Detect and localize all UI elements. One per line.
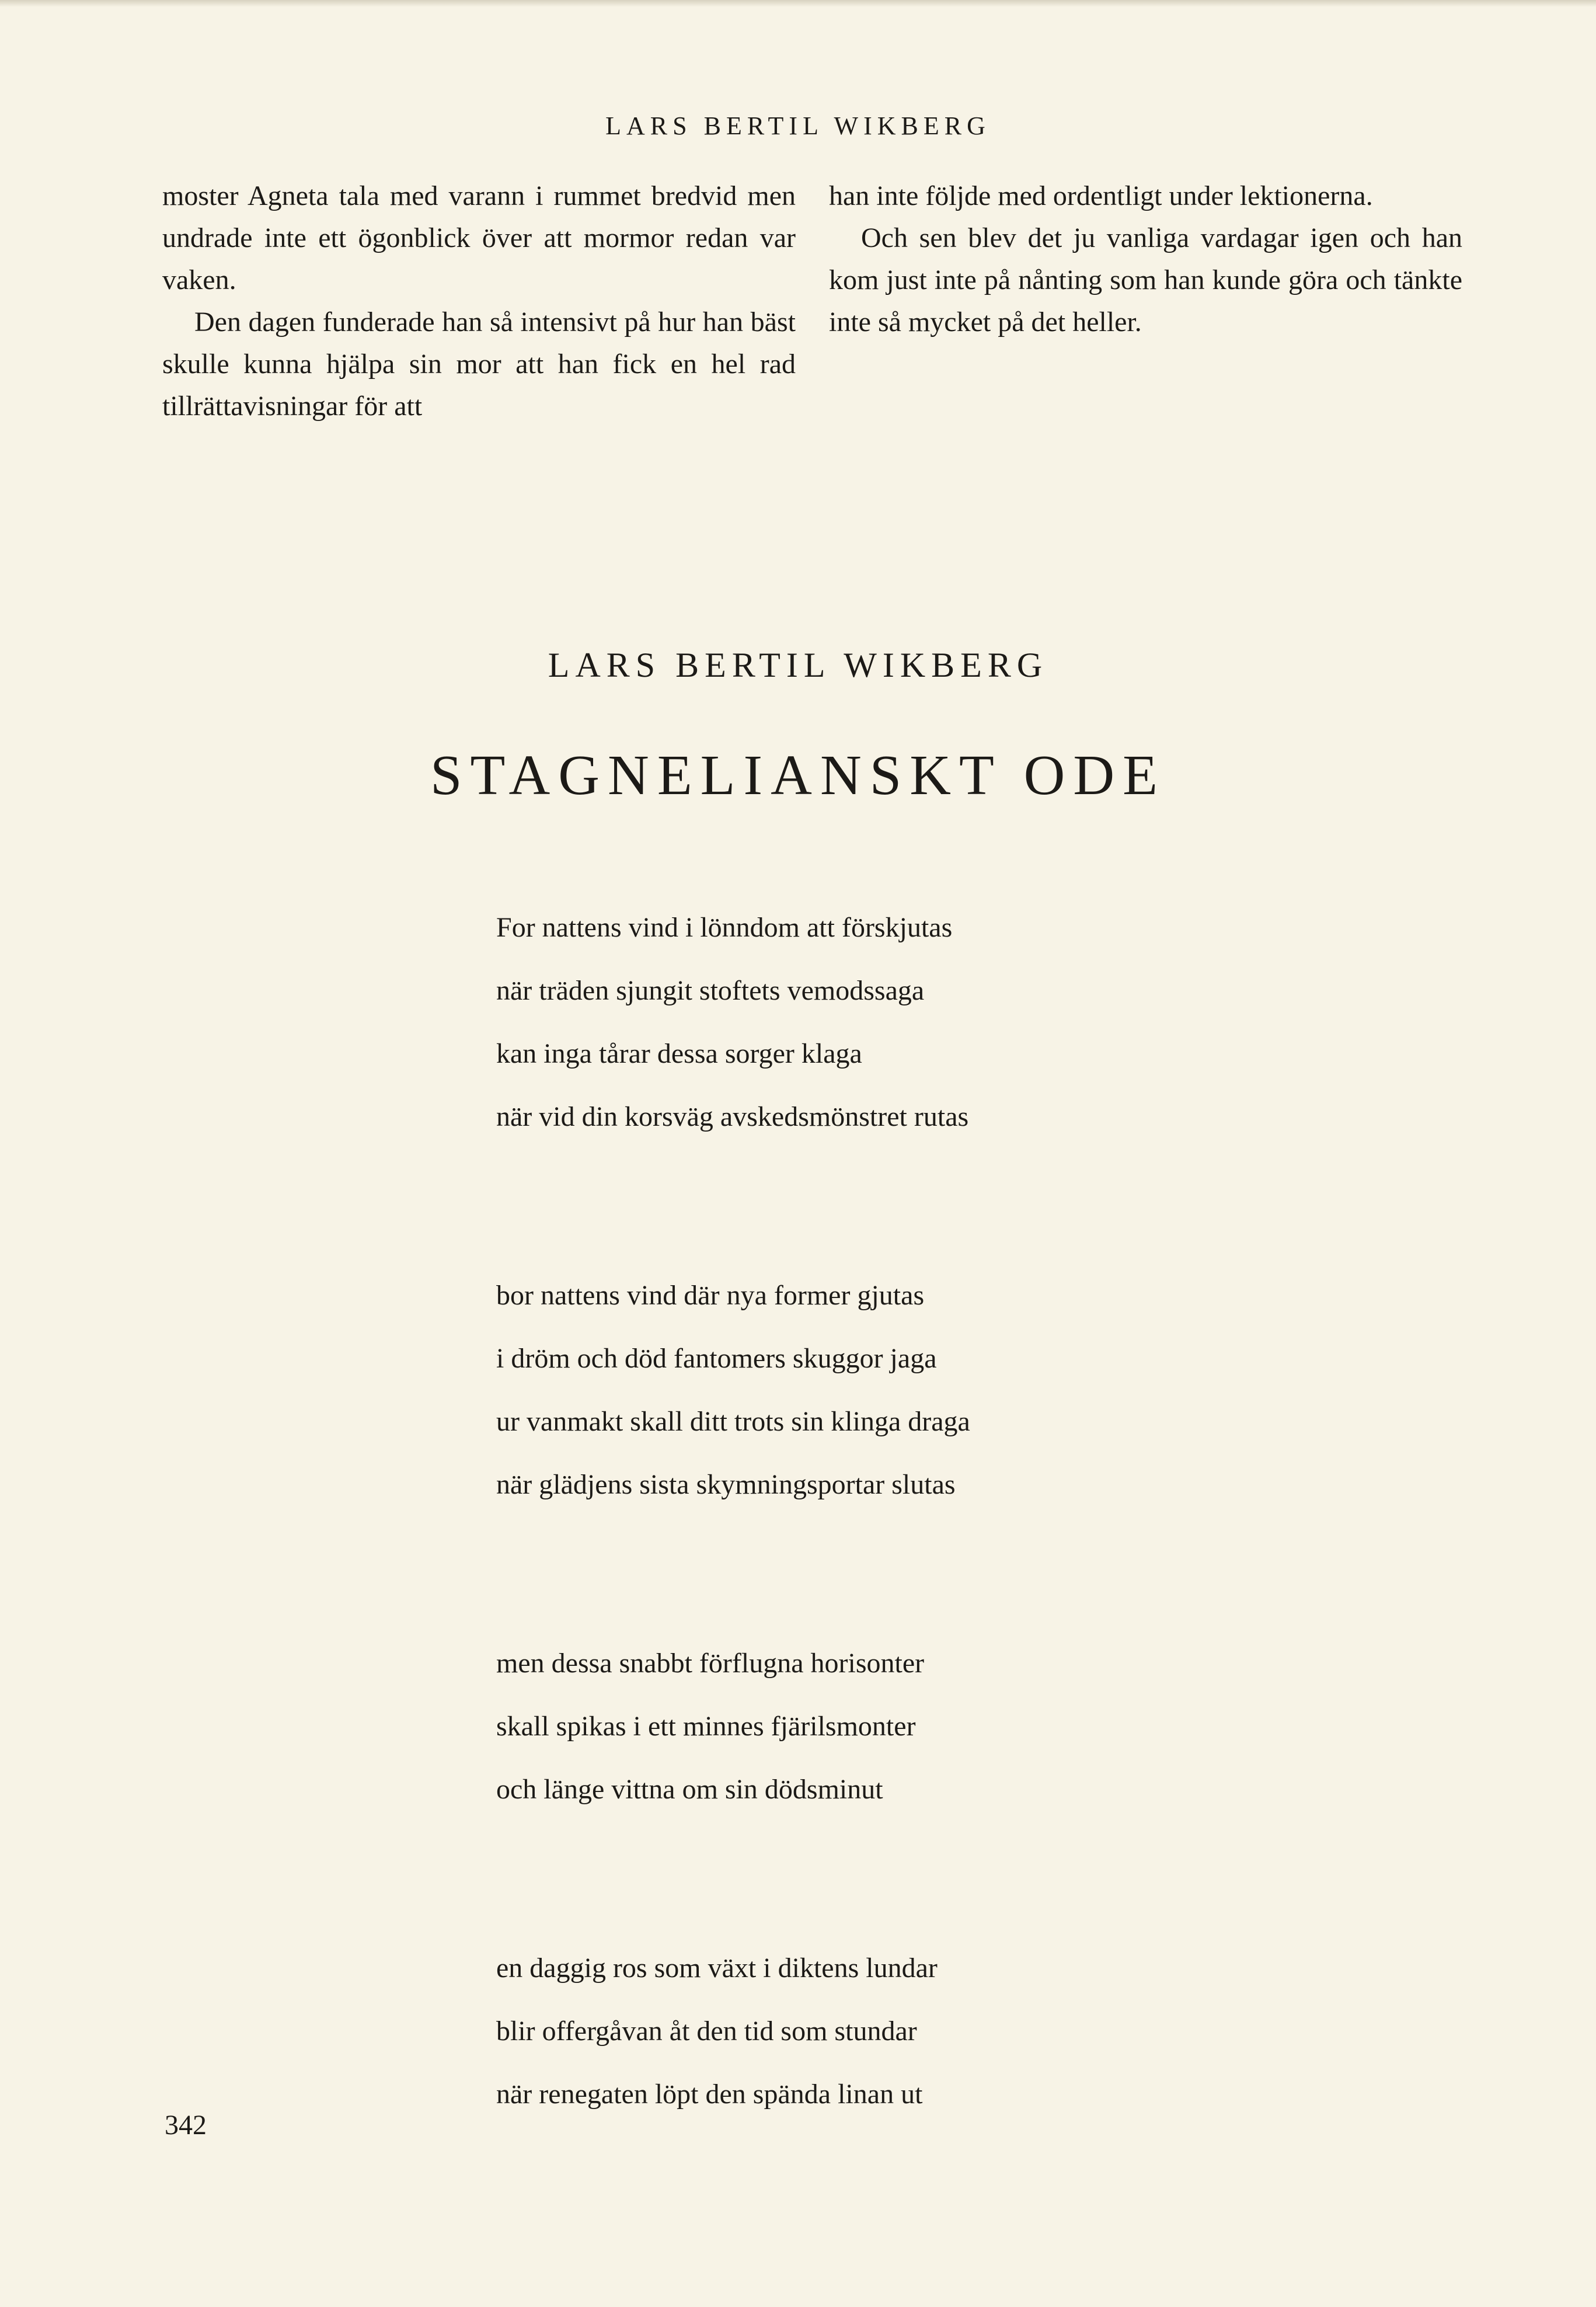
poem-line: men dessa snabbt förflugna horisonter xyxy=(496,1648,925,1679)
paragraph: Den dagen funderade han så intensivt på hur han bäst skulle kunna hjälpa sin mor att han fick en hel rad tillrättavisningar för att xyxy=(162,307,796,422)
poem-line: när glädjens sista skymningsportar slutas xyxy=(496,1469,956,1500)
poem-line: när träden sjungit stoftets vemodssaga xyxy=(496,975,925,1006)
poem-line: ur vanmakt skall ditt trots sin klinga draga xyxy=(496,1406,970,1437)
poem-author: LARS BERTIL WIKBERG xyxy=(548,646,1048,684)
stanza xyxy=(496,1937,970,2126)
paragraph: Och sen blev det ju vanliga vardagar igen och han kom just inte på nånting som han kunde göra och tänkte inte så mycket på det heller. xyxy=(829,222,1462,337)
stanza xyxy=(496,1264,970,1516)
paragraph: han inte följde med ordentligt under lektionerna. xyxy=(829,180,1373,211)
poem-line: i dröm och död fantomers skuggor jaga xyxy=(496,1343,937,1374)
stanza xyxy=(496,896,970,1149)
poem-title: STAGNELIANSKT ODE xyxy=(430,744,1166,807)
paragraph: moster Agneta tala med varann i rummet bredvid men undrade inte ett ögonblick över att mormor redan var vaken. xyxy=(162,180,796,295)
poem-body xyxy=(496,896,970,2126)
prose-column-right xyxy=(829,175,1462,343)
poem-line: blir offergåvan åt den tid som stundar xyxy=(496,2016,917,2047)
poem-line: en daggig ros som växt i diktens lundar xyxy=(496,1953,938,1984)
prose-column-left xyxy=(162,175,796,427)
poem-line: For nattens vind i lönndom att förskjutas xyxy=(496,912,953,943)
running-head: LARS BERTIL WIKBERG xyxy=(605,112,991,140)
poem-line: när vid din korsväg avskedsmönstret rutas xyxy=(496,1101,969,1132)
poem-line: skall spikas i ett minnes fjärilsmonter xyxy=(496,1711,916,1742)
page-number: 342 xyxy=(165,2110,207,2141)
stanza xyxy=(496,1632,970,1821)
poem-line: och länge vittna om sin dödsminut xyxy=(496,1774,883,1805)
poem-line: kan inga tårar dessa sorger klaga xyxy=(496,1038,862,1069)
poem-line: bor nattens vind där nya former gjutas xyxy=(496,1280,925,1311)
poem-line: när renegaten löpt den spända linan ut xyxy=(496,2079,923,2110)
page-top-edge xyxy=(0,0,1596,7)
